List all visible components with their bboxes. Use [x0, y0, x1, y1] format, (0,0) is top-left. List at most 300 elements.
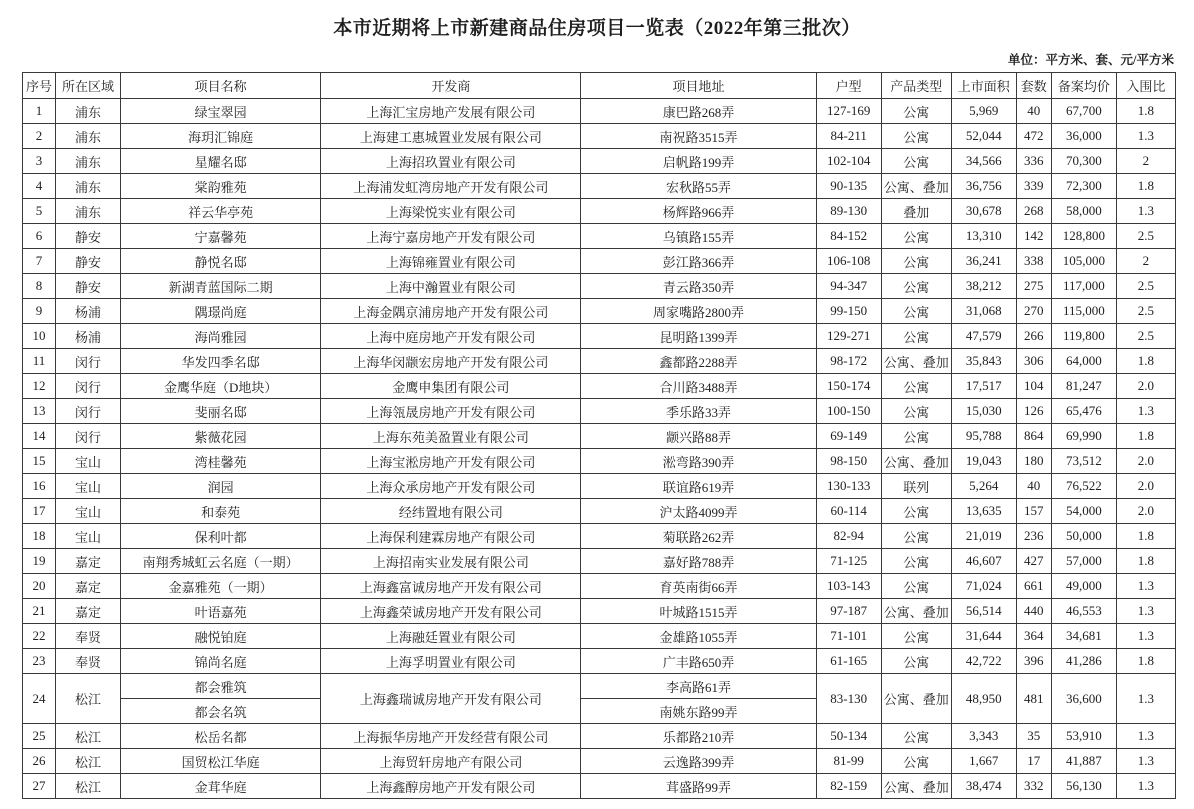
column-header: 套数 [1016, 73, 1051, 99]
table-row [23, 199, 1176, 224]
table-cell: 静安 [56, 249, 121, 274]
table-cell: 上海汇宝房地产发展有限公司 [321, 99, 581, 124]
table-cell: 上海鑫醇房地产开发有限公司 [321, 774, 581, 799]
table-cell: 浦东 [56, 149, 121, 174]
unit-note: 单位：平方米、套、元/平方米 [1008, 53, 1174, 67]
table-cell: 16 [23, 474, 56, 499]
table-cell: 14 [23, 424, 56, 449]
table-cell: 上海招南实业发展有限公司 [321, 549, 581, 574]
table-cell: 公寓 [881, 549, 951, 574]
table-cell: 106-108 [816, 249, 881, 274]
table-cell: 472 [1016, 124, 1051, 149]
table-cell: 25 [23, 724, 56, 749]
table-cell: 35 [1016, 724, 1051, 749]
table-cell: 2 [23, 124, 56, 149]
table-cell: 上海建工惠城置业发展有限公司 [321, 124, 581, 149]
table-cell: 松江 [56, 674, 121, 724]
table-cell: 上海瓴晟房地产开发有限公司 [321, 399, 581, 424]
table-cell: 1.8 [1116, 524, 1175, 549]
table-cell: 云逸路399弄 [581, 749, 816, 774]
table-cell: 1.3 [1116, 674, 1175, 724]
table-cell: 嘉定 [56, 599, 121, 624]
table-cell: 21 [23, 599, 56, 624]
table-cell: 李高路61弄 [581, 674, 816, 699]
table-cell: 颛兴路88弄 [581, 424, 816, 449]
table-cell: 静安 [56, 224, 121, 249]
table-cell: 海尚雅园 [121, 324, 321, 349]
table-cell: 1.3 [1116, 574, 1175, 599]
table-cell: 30,678 [951, 199, 1016, 224]
table-cell: 上海振华房地产开发经营有限公司 [321, 724, 581, 749]
table-cell: 宝山 [56, 524, 121, 549]
table-cell: 公寓 [881, 724, 951, 749]
table-cell: 叶语嘉苑 [121, 599, 321, 624]
table-cell: 69,990 [1051, 424, 1116, 449]
table-cell: 育英南街66弄 [581, 574, 816, 599]
table-cell: 54,000 [1051, 499, 1116, 524]
table-cell: 35,843 [951, 349, 1016, 374]
table-cell: 奉贤 [56, 624, 121, 649]
table-cell: 锦尚名庭 [121, 649, 321, 674]
table-cell: 21,019 [951, 524, 1016, 549]
table-cell: 95,788 [951, 424, 1016, 449]
table-row [23, 649, 1176, 674]
table-cell: 57,000 [1051, 549, 1116, 574]
table-row [23, 524, 1176, 549]
table-cell: 34,566 [951, 149, 1016, 174]
table-cell: 5,969 [951, 99, 1016, 124]
table-cell: 1.8 [1116, 174, 1175, 199]
table-cell: 10 [23, 324, 56, 349]
table-cell: 67,700 [1051, 99, 1116, 124]
table-cell: 宁嘉馨苑 [121, 224, 321, 249]
table-cell: 5,264 [951, 474, 1016, 499]
table-cell: 康巴路268弄 [581, 99, 816, 124]
column-header: 所在区域 [56, 73, 121, 99]
table-row [23, 349, 1176, 374]
table-cell: 440 [1016, 599, 1051, 624]
table-cell: 上海孚明置业有限公司 [321, 649, 581, 674]
table-cell: 47,579 [951, 324, 1016, 349]
table-cell: 棠韵雅苑 [121, 174, 321, 199]
table-cell: 上海招玖置业有限公司 [321, 149, 581, 174]
table-cell: 公寓 [881, 624, 951, 649]
table-cell: 18 [23, 524, 56, 549]
table-row [23, 449, 1176, 474]
table-cell: 上海浦发虹湾房地产开发有限公司 [321, 174, 581, 199]
table-cell: 公寓 [881, 224, 951, 249]
table-cell: 60-114 [816, 499, 881, 524]
table-cell: 72,300 [1051, 174, 1116, 199]
table-cell: 23 [23, 649, 56, 674]
table-cell: 99-150 [816, 299, 881, 324]
table-cell: 94-347 [816, 274, 881, 299]
table-cell: 270 [1016, 299, 1051, 324]
table-row [23, 274, 1176, 299]
table-cell: 菊联路262弄 [581, 524, 816, 549]
table-cell: 46,553 [1051, 599, 1116, 624]
table-cell: 公寓 [881, 124, 951, 149]
table-cell: 嘉定 [56, 549, 121, 574]
table-row [23, 549, 1176, 574]
table-cell: 公寓 [881, 524, 951, 549]
table-row [23, 574, 1176, 599]
table-cell: 2.5 [1116, 299, 1175, 324]
table-cell: 上海华闵颛宏房地产开发有限公司 [321, 349, 581, 374]
table-cell: 润园 [121, 474, 321, 499]
table-cell: 15,030 [951, 399, 1016, 424]
column-header: 备案均价 [1051, 73, 1116, 99]
table-cell: 150-174 [816, 374, 881, 399]
table-cell: 49,000 [1051, 574, 1116, 599]
table-cell: 157 [1016, 499, 1051, 524]
table-row [23, 99, 1176, 124]
table-row [23, 774, 1176, 799]
table-cell: 青云路350弄 [581, 274, 816, 299]
table-body [23, 99, 1176, 799]
table-cell: 金雄路1055弄 [581, 624, 816, 649]
table-row [23, 599, 1176, 624]
table-cell: 保利叶都 [121, 524, 321, 549]
table-cell: 公寓、叠加 [881, 174, 951, 199]
table-cell: 81-99 [816, 749, 881, 774]
table-cell: 17 [1016, 749, 1051, 774]
table-cell: 1.3 [1116, 399, 1175, 424]
table-cell: 6 [23, 224, 56, 249]
table-cell: 1.8 [1116, 99, 1175, 124]
table-cell: 公寓 [881, 499, 951, 524]
table-row [23, 124, 1176, 149]
table-cell: 71,024 [951, 574, 1016, 599]
table-cell: 2.0 [1116, 449, 1175, 474]
table-cell: 上海中瀚置业有限公司 [321, 274, 581, 299]
table-cell: 闵行 [56, 424, 121, 449]
table-cell: 公寓 [881, 424, 951, 449]
table-cell: 339 [1016, 174, 1051, 199]
table-cell: 42,722 [951, 649, 1016, 674]
table-cell: 41,286 [1051, 649, 1116, 674]
table-cell: 27 [23, 774, 56, 799]
table-cell: 15 [23, 449, 56, 474]
table-cell: 上海梁悦实业有限公司 [321, 199, 581, 224]
table-row [23, 149, 1176, 174]
table-cell: 广丰路650弄 [581, 649, 816, 674]
table-cell: 宝山 [56, 449, 121, 474]
table-cell: 31,068 [951, 299, 1016, 324]
table-cell: 周家嘴路2800弄 [581, 299, 816, 324]
table-cell: 松岳名都 [121, 724, 321, 749]
table-row [23, 499, 1176, 524]
table-cell: 1.3 [1116, 599, 1175, 624]
table-cell: 乐都路210弄 [581, 724, 816, 749]
table-cell: 祥云华亭苑 [121, 199, 321, 224]
table-cell: 乌镇路155弄 [581, 224, 816, 249]
table-cell: 2.0 [1116, 474, 1175, 499]
table-cell: 1.8 [1116, 424, 1175, 449]
table-cell: 48,950 [951, 674, 1016, 724]
table-cell: 17 [23, 499, 56, 524]
table-cell: 26 [23, 749, 56, 774]
table-cell: 97-187 [816, 599, 881, 624]
table-cell: 2.5 [1116, 224, 1175, 249]
table-cell: 126 [1016, 399, 1051, 424]
table-cell: 52,044 [951, 124, 1016, 149]
table-cell: 经纬置地有限公司 [321, 499, 581, 524]
table-cell: 彭江路366弄 [581, 249, 816, 274]
table-cell: 宝山 [56, 474, 121, 499]
table-cell: 金鹰华庭（D地块） [121, 374, 321, 399]
table-cell: 嘉定 [56, 574, 121, 599]
column-header: 序号 [23, 73, 56, 99]
table-row [23, 299, 1176, 324]
table-cell: 公寓、叠加 [881, 674, 951, 724]
table-row [23, 224, 1176, 249]
table-cell: 41,887 [1051, 749, 1116, 774]
table-cell: 上海宁嘉房地产开发有限公司 [321, 224, 581, 249]
table-cell: 100-150 [816, 399, 881, 424]
table-cell: 36,241 [951, 249, 1016, 274]
table-cell: 华发四季名邸 [121, 349, 321, 374]
table-cell: 1.3 [1116, 774, 1175, 799]
table-cell: 1,667 [951, 749, 1016, 774]
table-cell: 上海东苑美盈置业有限公司 [321, 424, 581, 449]
table-cell: 南姚东路99弄 [581, 699, 816, 724]
table-cell: 70,300 [1051, 149, 1116, 174]
table-cell: 338 [1016, 249, 1051, 274]
table-cell: 杨浦 [56, 299, 121, 324]
table-cell: 82-159 [816, 774, 881, 799]
table-cell: 13,310 [951, 224, 1016, 249]
table-cell: 89-130 [816, 199, 881, 224]
table-cell: 76,522 [1051, 474, 1116, 499]
table-cell: 浦东 [56, 124, 121, 149]
table-cell: 5 [23, 199, 56, 224]
table-cell: 98-172 [816, 349, 881, 374]
table-cell: 杨浦 [56, 324, 121, 349]
table-cell: 115,000 [1051, 299, 1116, 324]
table-cell: 闵行 [56, 349, 121, 374]
header-row [23, 73, 1176, 99]
table-cell: 嘉好路788弄 [581, 549, 816, 574]
table-cell: 130-133 [816, 474, 881, 499]
column-header: 项目名称 [121, 73, 321, 99]
table-cell: 56,514 [951, 599, 1016, 624]
table-cell: 公寓、叠加 [881, 774, 951, 799]
table-cell: 12 [23, 374, 56, 399]
table-cell: 117,000 [1051, 274, 1116, 299]
table-cell: 2 [1116, 149, 1175, 174]
table-cell: 都会雅筑 [121, 674, 321, 699]
table-cell: 69-149 [816, 424, 881, 449]
table-row [23, 674, 1176, 699]
table-cell: 1.8 [1116, 549, 1175, 574]
table-row [23, 174, 1176, 199]
table-cell: 3 [23, 149, 56, 174]
table-cell: 南翔秀城虹云名庭（一期） [121, 549, 321, 574]
table-cell: 336 [1016, 149, 1051, 174]
table-cell: 联列 [881, 474, 951, 499]
table-cell: 启帆路199弄 [581, 149, 816, 174]
table-cell: 南祝路3515弄 [581, 124, 816, 149]
table-cell: 宝山 [56, 499, 121, 524]
table-cell: 19,043 [951, 449, 1016, 474]
table-cell: 104 [1016, 374, 1051, 399]
table-cell: 17,517 [951, 374, 1016, 399]
table-cell: 金嘉雅苑（一期） [121, 574, 321, 599]
table-cell: 56,130 [1051, 774, 1116, 799]
table-cell: 2.0 [1116, 499, 1175, 524]
table-cell: 105,000 [1051, 249, 1116, 274]
table-cell: 叶城路1515弄 [581, 599, 816, 624]
table-cell: 2.5 [1116, 274, 1175, 299]
table-cell: 31,644 [951, 624, 1016, 649]
table-cell: 公寓、叠加 [881, 599, 951, 624]
table-cell: 昆明路1399弄 [581, 324, 816, 349]
table-cell: 4 [23, 174, 56, 199]
table-cell: 上海中庭房地产开发有限公司 [321, 324, 581, 349]
table-cell: 松江 [56, 774, 121, 799]
table-cell: 鑫都路2288弄 [581, 349, 816, 374]
table-row [23, 474, 1176, 499]
table-cell: 公寓 [881, 749, 951, 774]
table-cell: 3,343 [951, 724, 1016, 749]
column-header: 入围比 [1116, 73, 1175, 99]
table-cell: 268 [1016, 199, 1051, 224]
table-cell: 1.3 [1116, 624, 1175, 649]
column-header: 开发商 [321, 73, 581, 99]
table-row [23, 749, 1176, 774]
table-cell: 50-134 [816, 724, 881, 749]
table-row [23, 724, 1176, 749]
table-cell: 星耀名邸 [121, 149, 321, 174]
table-cell: 公寓 [881, 249, 951, 274]
table-cell: 沪太路4099弄 [581, 499, 816, 524]
table-cell: 杨辉路966弄 [581, 199, 816, 224]
table-cell: 236 [1016, 524, 1051, 549]
table-cell: 11 [23, 349, 56, 374]
table-cell: 新湖青蓝国际二期 [121, 274, 321, 299]
table-cell: 65,476 [1051, 399, 1116, 424]
table-cell: 静安 [56, 274, 121, 299]
table-row [23, 374, 1176, 399]
table-cell: 公寓 [881, 274, 951, 299]
table-cell: 58,000 [1051, 199, 1116, 224]
table-cell: 金茸华庭 [121, 774, 321, 799]
table-cell: 180 [1016, 449, 1051, 474]
table-cell: 2.0 [1116, 374, 1175, 399]
table-cell: 隅璟尚庭 [121, 299, 321, 324]
table-cell: 396 [1016, 649, 1051, 674]
table-cell: 合川路3488弄 [581, 374, 816, 399]
table-cell: 38,474 [951, 774, 1016, 799]
table-cell: 142 [1016, 224, 1051, 249]
table-cell: 紫薇花园 [121, 424, 321, 449]
table-cell: 上海锦雍置业有限公司 [321, 249, 581, 274]
table-row [23, 399, 1176, 424]
table-cell: 22 [23, 624, 56, 649]
table-cell: 公寓 [881, 299, 951, 324]
table-cell: 浦东 [56, 174, 121, 199]
table-cell: 13,635 [951, 499, 1016, 524]
table-cell: 金鹰申集团有限公司 [321, 374, 581, 399]
table-cell: 松江 [56, 724, 121, 749]
table-cell: 公寓、叠加 [881, 449, 951, 474]
table-row [23, 324, 1176, 349]
table-cell: 427 [1016, 549, 1051, 574]
table-cell: 38,212 [951, 274, 1016, 299]
table-cell: 上海鑫瑞诚房地产开发有限公司 [321, 674, 581, 724]
table-cell: 83-130 [816, 674, 881, 724]
table-cell: 叠加 [881, 199, 951, 224]
table-cell: 82-94 [816, 524, 881, 549]
table-cell: 上海众承房地产开发有限公司 [321, 474, 581, 499]
table-cell: 36,600 [1051, 674, 1116, 724]
housing-projects-table [22, 72, 1176, 799]
table-cell: 国贸松江华庭 [121, 749, 321, 774]
table-cell: 1 [23, 99, 56, 124]
table-cell: 2 [1116, 249, 1175, 274]
table-cell: 64,000 [1051, 349, 1116, 374]
table-cell: 9 [23, 299, 56, 324]
table-cell: 7 [23, 249, 56, 274]
table-cell: 661 [1016, 574, 1051, 599]
column-header: 产品类型 [881, 73, 951, 99]
page-title: 本市近期将上市新建商品住房项目一览表（2022年第三批次） [333, 18, 861, 39]
table-cell: 公寓 [881, 149, 951, 174]
table-cell: 128,800 [1051, 224, 1116, 249]
table-cell: 上海宝淞房地产开发有限公司 [321, 449, 581, 474]
table-cell: 71-125 [816, 549, 881, 574]
table-cell: 奉贤 [56, 649, 121, 674]
table-cell: 864 [1016, 424, 1051, 449]
table-cell: 公寓 [881, 324, 951, 349]
table-cell: 81,247 [1051, 374, 1116, 399]
table-cell: 公寓 [881, 399, 951, 424]
table-cell: 闵行 [56, 399, 121, 424]
table-cell: 绿宝翠园 [121, 99, 321, 124]
table-cell: 松江 [56, 749, 121, 774]
table-cell: 50,000 [1051, 524, 1116, 549]
table-cell: 364 [1016, 624, 1051, 649]
table-cell: 40 [1016, 474, 1051, 499]
table-cell: 公寓、叠加 [881, 349, 951, 374]
table-cell: 98-150 [816, 449, 881, 474]
table-cell: 306 [1016, 349, 1051, 374]
table-cell: 266 [1016, 324, 1051, 349]
table-cell: 53,910 [1051, 724, 1116, 749]
table-cell: 上海鑫富诚房地产开发有限公司 [321, 574, 581, 599]
column-header: 户型 [816, 73, 881, 99]
table-cell: 上海保利建霖房地产有限公司 [321, 524, 581, 549]
table-cell: 36,756 [951, 174, 1016, 199]
table-cell: 36,000 [1051, 124, 1116, 149]
table-cell: 斐丽名邸 [121, 399, 321, 424]
table-cell: 闵行 [56, 374, 121, 399]
table-cell: 1.3 [1116, 724, 1175, 749]
table-cell: 1.8 [1116, 349, 1175, 374]
table-cell: 浦东 [56, 199, 121, 224]
table-cell: 和泰苑 [121, 499, 321, 524]
table-cell: 40 [1016, 99, 1051, 124]
table-cell: 都会名筑 [121, 699, 321, 724]
table-cell: 481 [1016, 674, 1051, 724]
table-cell: 公寓 [881, 99, 951, 124]
table-cell: 1.3 [1116, 199, 1175, 224]
table-cell: 71-101 [816, 624, 881, 649]
table-row [23, 249, 1176, 274]
table-cell: 20 [23, 574, 56, 599]
table-cell: 34,681 [1051, 624, 1116, 649]
